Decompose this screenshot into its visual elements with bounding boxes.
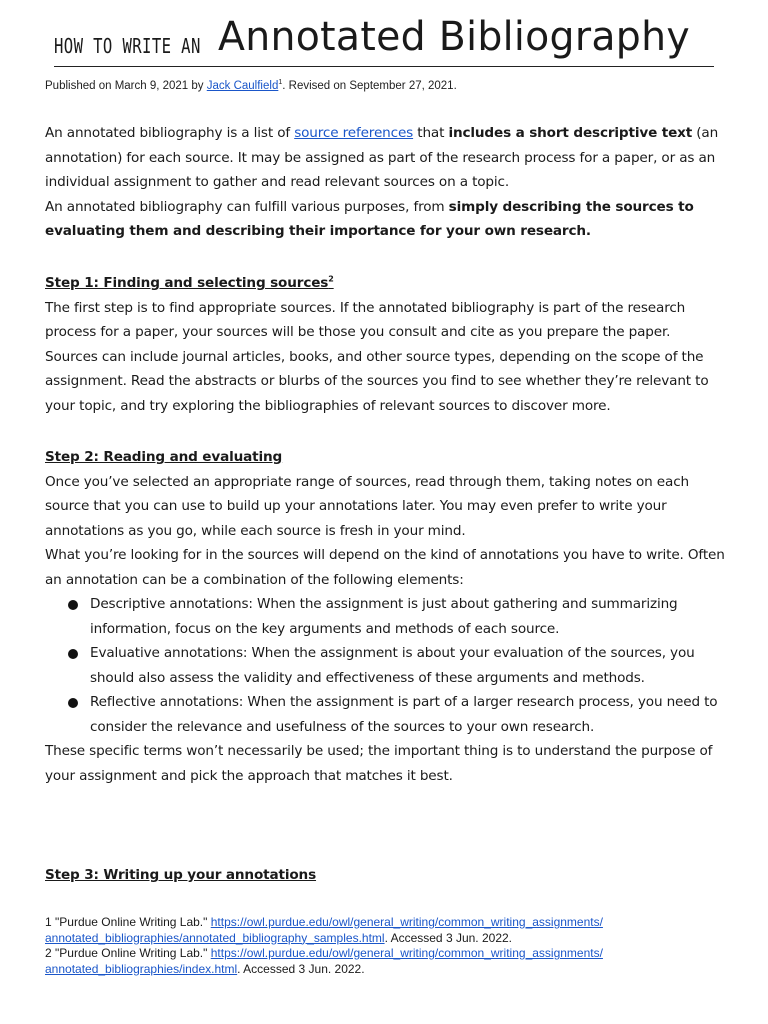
step2-paragraph-3: These specific terms won’t necessarily be used; the important thing is to understand the purpose of your assignment and pick the approach that matches it best. — [45, 743, 713, 784]
intro-text: An annotated bibliography can fulfill various purposes, from — [45, 198, 449, 215]
step2-section — [45, 445, 725, 788]
list-item — [45, 641, 725, 690]
footnote-1-link-cont[interactable]: annotated_bibliographies/annotated_bibliography_samples.html — [45, 930, 385, 945]
list-item-text: Descriptive annotations: When the assignment is just about gathering and summarizing information, focus on the key arguments and methods of each source. — [90, 596, 678, 637]
author-footnote-ref[interactable]: 1 — [278, 79, 283, 87]
step3-heading: Step 3: Writing up your annotations — [45, 867, 317, 883]
footnote-2-link[interactable]: https://owl.purdue.edu/owl/general_writing/common_writing_assignments/ — [210, 946, 603, 960]
list-item — [45, 592, 725, 641]
revised-text: . Revised on September 27, 2021. — [282, 80, 457, 92]
footnote-2-link-cont[interactable]: annotated_bibliographies/index.html — [45, 961, 238, 976]
list-item — [45, 690, 725, 739]
intro-section — [45, 121, 725, 244]
footnote-accessed: . Accessed 3 Jun. 2022. — [384, 930, 512, 945]
bullet-icon — [68, 600, 78, 610]
intro-paragraph-2 — [45, 195, 725, 244]
title-prefix: HOW TO WRITE AN — [54, 34, 201, 58]
bullet-icon — [68, 649, 78, 659]
step1-section — [45, 271, 725, 418]
publication-meta — [45, 80, 457, 92]
page-title — [54, 14, 714, 67]
intro-text: that — [413, 125, 449, 141]
step1-footnote-ref[interactable]: 2 — [328, 274, 334, 284]
step1-heading — [45, 271, 725, 296]
intro-bold-text: simply describing the sources to evaluating them and describing their importance for your own research. — [45, 198, 694, 239]
footnote-2 — [45, 946, 725, 977]
step1-paragraph: The first step is to find appropriate sources. If the annotated bibliography is part of the research process for a paper, your sources will be those you consult and cite as you prepare the paper. Sources can include journal articles, books, and other source types, depending on the scope of the assignment. Read the abstracts or blurbs of the sources you find to see whether they’re relevant to your topic, and try exploring the bibliographies of relevant sources to discover more. — [45, 299, 709, 414]
step3-section — [45, 863, 725, 888]
step2-paragraph-2: What you’re looking for in the sources will depend on the kind of annotations you have to write. Often an annotation can be a combination of the following elements: — [45, 547, 725, 588]
footnote-1-link[interactable]: https://owl.purdue.edu/owl/general_writing/common_writing_assignments/ — [210, 915, 603, 929]
step2-paragraph-1: Once you’ve selected an appropriate range of sources, read through them, taking notes on each source that you can use to build up your annotations later. You may even prefer to write your annotations as you go, while each source is fresh in your mind. — [45, 473, 689, 539]
footnote-number: 2 — [45, 946, 52, 960]
footnotes — [45, 915, 725, 977]
title-main: Annotated Bibliography — [218, 14, 690, 60]
source-references-link[interactable]: source references — [294, 125, 414, 141]
intro-paragraph-1 — [45, 121, 725, 195]
footnote-source: "Purdue Online Writing Lab." — [51, 915, 211, 929]
intro-text: An annotated bibliography is a list of — [45, 125, 295, 141]
footnote-source: "Purdue Online Writing Lab." — [51, 946, 211, 960]
published-text: Published on March 9, 2021 by — [45, 80, 207, 92]
footnote-number: 1 — [45, 915, 52, 929]
footnote-accessed: . Accessed 3 Jun. 2022. — [237, 961, 365, 976]
step2-heading: Step 2: Reading and evaluating — [45, 449, 283, 465]
intro-bold-text: includes a short descriptive text — [448, 125, 693, 141]
list-item-text: Evaluative annotations: When the assignment is about your evaluation of the sources, you should also assess the validity and effectiveness of these arguments and methods. — [90, 645, 695, 686]
bullet-icon — [68, 698, 78, 708]
author-link[interactable]: Jack Caulfield — [206, 80, 279, 92]
list-item-text: Reflective annotations: When the assignment is part of a larger research process, you need to consider the relevance and usefulness of the sources to your own research. — [90, 694, 718, 735]
intro-text: (an annotation) for each source. It may be assigned as part of the research process for a paper, or as an individual assignment to gather and read relevant sources on a topic. — [45, 125, 719, 190]
footnote-1 — [45, 915, 725, 946]
step1-heading-text: Step 1: Finding and selecting sources — [45, 275, 329, 291]
annotation-types-list — [45, 592, 725, 739]
